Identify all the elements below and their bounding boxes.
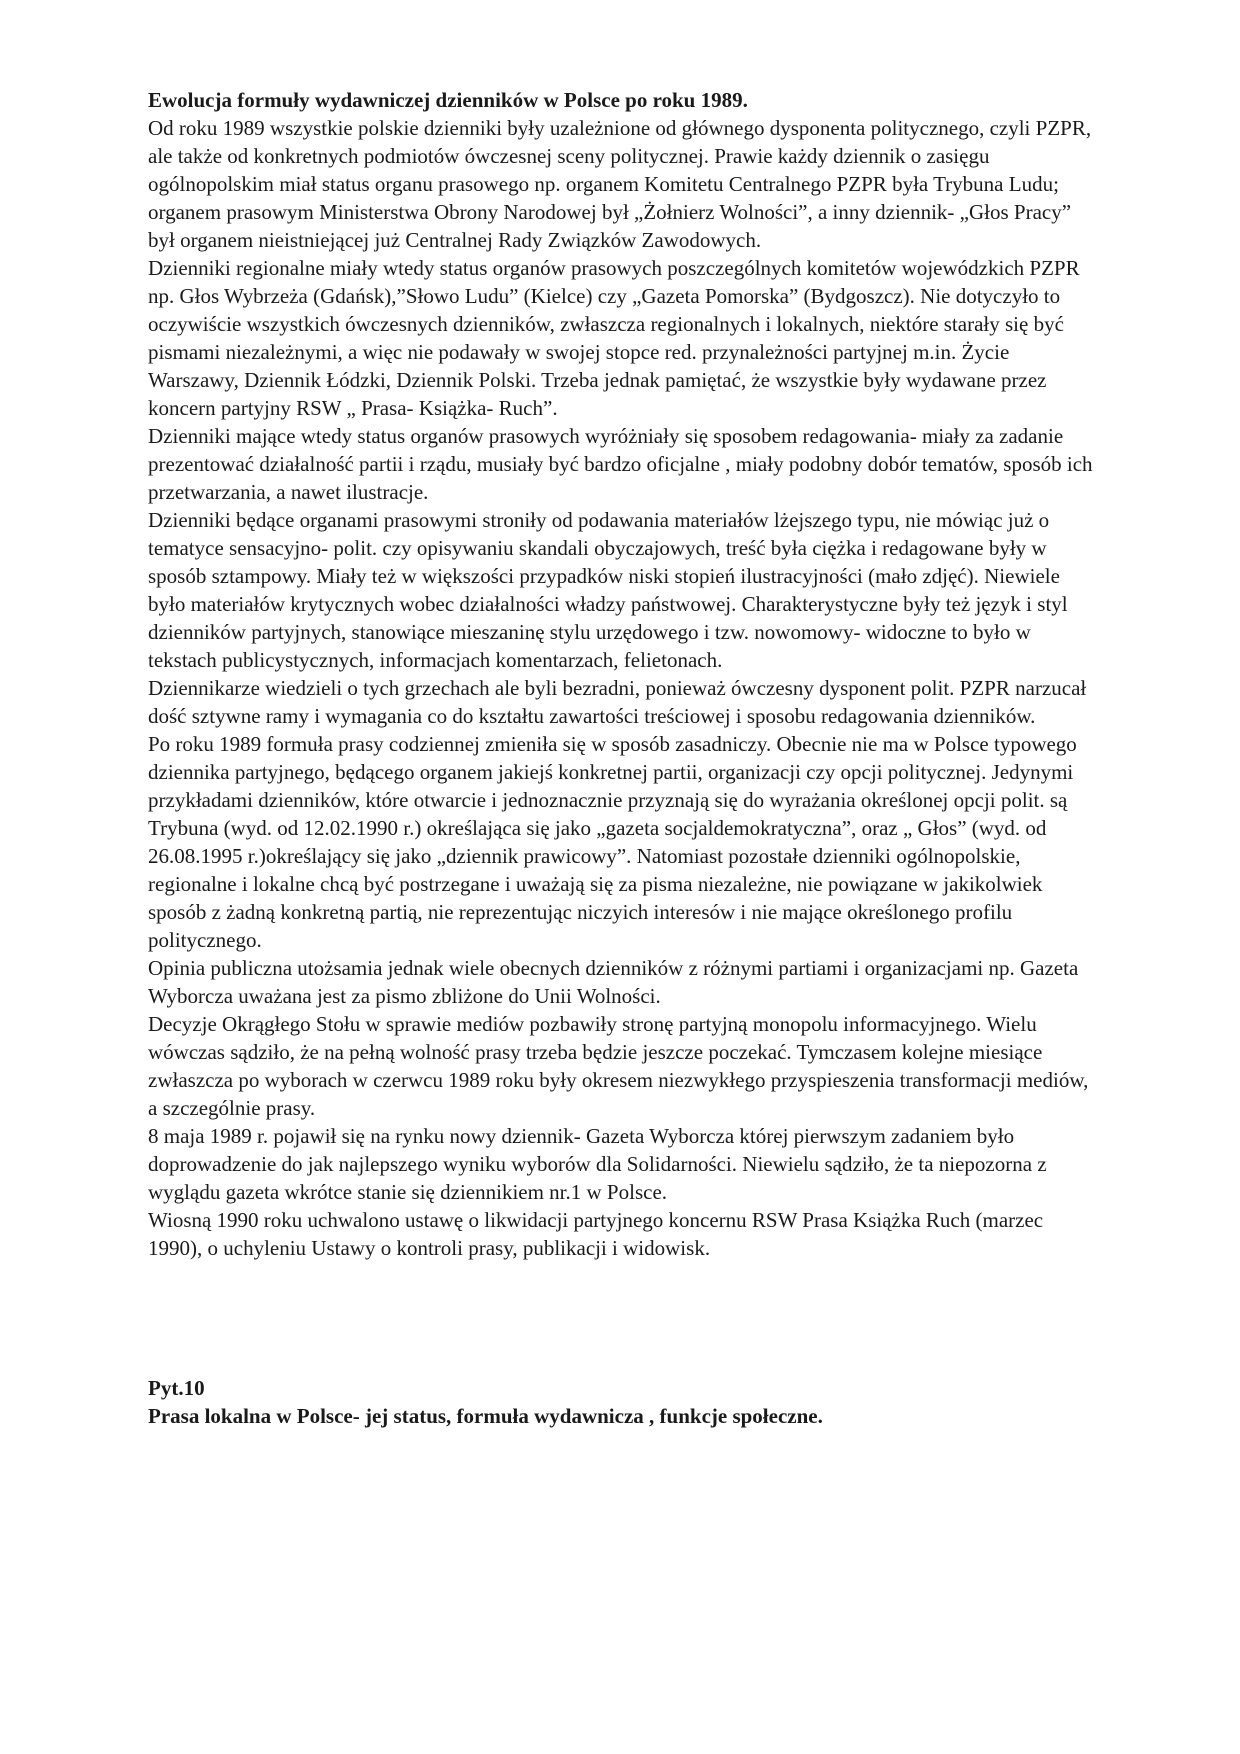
paragraph: Po roku 1989 formuła prasy codziennej zmieniła się w sposób zasadniczy. Obecnie nie ma w Polsce typowego dziennika partyjnego, będącego organem jakiejś konkretnej partii, organizacji czy opcji politycznej. Jedynymi przykładami dzienników, które otwarcie i jednoznacznie przyznają się do wyrażania określonej opcji polit. są Trybuna (wyd. od 12.02.1990 r.) określająca się jako „gazeta socjaldemokratyczna”, oraz „ Głos” (wyd. od 26.08.1995 r.)określający się jako „dziennik prawicowy”. Natomiast pozostałe dzienniki ogólnopolskie, regionalne i lokalne chcą być postrzegane i uważają się za pisma niezależne, nie powiązane w jakikolwiek sposób z żadną konkretną partią, nie reprezentując niczyich interesów i nie mające określonego profilu politycznego. [148,732,1077,952]
paragraph: Dzienniki mające wtedy status organów prasowych wyróżniały się sposobem redagowania- miały za zadanie prezentować działalność partii i rządu, musiały być bardzo oficjalne , miały podobny dobór tematów, sposób ich przetwarzania, a nawet ilustracje. [148,424,1093,504]
question-title: Prasa lokalna w Polsce- jej status, formuła wydawnicza , funkcje społeczne. [148,1404,823,1428]
paragraph: Decyzje Okrągłego Stołu w sprawie mediów pozbawiły stronę partyjną monopolu informacyjnego. Wielu wówczas sądziło, że na pełną wolność prasy trzeba będzie jeszcze poczekać. Tymczasem kolejne miesiące zwłaszcza po wyborach w czerwcu 1989 roku były okresem niezwykłego przyspieszenia transformacji mediów, a szczególnie prasy. [148,1012,1089,1120]
paragraph: Dziennikarze wiedzieli o tych grzechach ale byli bezradni, ponieważ ówczesny dysponent polit. PZPR narzucał dość sztywne ramy i wymagania co do kształtu zawartości treściowej i sposobu redagowania dzienników. [148,676,1087,728]
paragraph: Dzienniki regionalne miały wtedy status organów prasowych poszczególnych komitetów wojewódzkich PZPR np. Głos Wybrzeża (Gdańsk),”Słowo Ludu” (Kielce) czy „Gazeta Pomorska” (Bydgoszcz). Nie dotyczyło to oczywiście wszystkich ówczesnych dzienników, zwłaszcza regionalnych i lokalnych, niektóre starały się być pismami niezależnymi, a więc nie podawały w swojej stopce red. przynależności partyjnej m.in. Życie Warszawy, Dziennik Łódzki, Dziennik Polski. Trzeba jednak pamiętać, że wszystkie były wydawane przez koncern partyjny RSW „ Prasa- Książka- Ruch”. [148,256,1080,420]
question-number: Pyt.10 [148,1376,205,1400]
document-title: Ewolucja formuły wydawniczej dzienników w Polsce po roku 1989. [148,88,748,112]
paragraph: Od roku 1989 wszystkie polskie dzienniki były uzależnione od głównego dysponenta politycznego, czyli PZPR, ale także od konkretnych podmiotów ówczesnej sceny politycznej. Prawie każdy dziennik o zasięgu ogólnopolskim miał status organu prasowego np. organem Komitetu Centralnego PZPR była Trybuna Ludu; organem prasowym Ministerstwa Obrony Narodowej był „Żołnierz Wolności”, a inny dziennik- „Głos Pracy” był organem nieistniejącej już Centralnej Rady Związków Zawodowych. [148,116,1092,252]
paragraph: Opinia publiczna utożsamia jednak wiele obecnych dzienników z różnymi partiami i organizacjami np. Gazeta Wyborcza uważana jest za pismo zbliżone do Unii Wolności. [148,956,1079,1008]
document-page [148,86,1098,1430]
paragraph: 8 maja 1989 r. pojawił się na rynku nowy dziennik- Gazeta Wyborcza której pierwszym zadaniem było doprowadzenie do jak najlepszego wyniku wyborów dla Solidarności. Niewielu sądziło, że ta niepozorna z wyglądu gazeta wkrótce stanie się dziennikiem nr.1 w Polsce. [148,1124,1047,1204]
section-spacer [148,1262,1098,1374]
paragraph: Dzienniki będące organami prasowymi stroniły od podawania materiałów lżejszego typu, nie mówiąc już o tematyce sensacyjno- polit. czy opisywaniu skandali obyczajowych, treść była ciężka i redagowane były w sposób sztampowy. Miały też w większości przypadków niski stopień ilustracyjności (mało zdjęć). Niewiele było materiałów krytycznych wobec działalności władzy państwowej. Charakterystyczne były też język i styl dzienników partyjnych, stanowiące mieszaninę stylu urzędowego i tzw. nowomowy- widoczne to było w tekstach publicystycznych, informacjach komentarzach, felietonach. [148,508,1068,672]
paragraph: Wiosną 1990 roku uchwalono ustawę o likwidacji partyjnego koncernu RSW Prasa Książka Ruch (marzec 1990), o uchyleniu Ustawy o kontroli prasy, publikacji i widowisk. [148,1208,1044,1260]
